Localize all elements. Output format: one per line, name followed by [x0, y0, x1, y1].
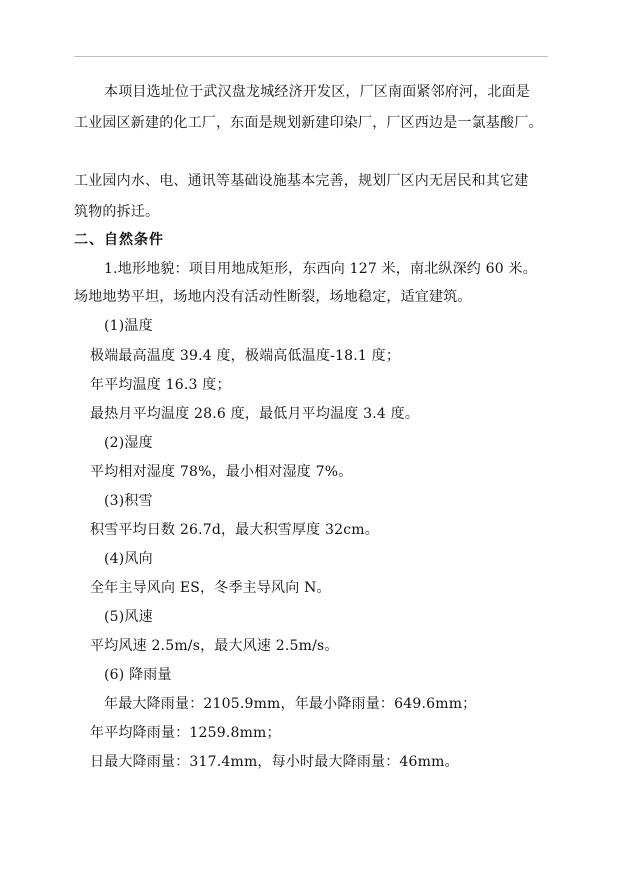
temperature-line: 年平均温度 16.3 度；	[90, 377, 231, 393]
section-heading: 二、自然条件	[74, 232, 164, 248]
temperature-line: 极端最高温度 39.4 度，极端高低温度-18.1 度；	[90, 348, 401, 364]
rainfall-line: 年最大降雨量：2105.9mm，年最小降雨量：649.6mm；	[104, 696, 477, 712]
temperature-line: 最热月平均温度 28.6 度，最低月平均温度 3.4 度。	[90, 406, 420, 422]
wind-direction-line: 全年主导风向 ES，冬季主导风向 N。	[90, 580, 331, 596]
rainfall-line: 日最大降雨量：317.4mm，每小时最大降雨量：46mm。	[90, 754, 459, 770]
humidity-line: 平均相对湿度 78%，最小相对湿度 7%。	[90, 464, 353, 480]
paragraph-line: 工业园内水、电、通讯等基础设施基本完善，规划厂区内无居民和其它建	[74, 173, 529, 189]
humidity-heading: (2)湿度	[104, 435, 153, 451]
rainfall-line: 年平均降雨量：1259.8mm；	[90, 725, 281, 741]
wind-speed-line: 平均风速 2.5m/s，最大风速 2.5m/s。	[90, 638, 339, 654]
paragraph-line: 本项目选址位于武汉盘龙城经济开发区，厂区南面紧邻府河，北面是	[104, 84, 530, 100]
paragraph-line: 筑物的拆迁。	[74, 204, 160, 220]
temperature-heading: (1)温度	[104, 318, 153, 334]
paragraph-line: 工业园区新建的化工厂，东面是规划新建印染厂，厂区西边是一氯基酸厂。	[74, 115, 543, 131]
wind-direction-heading: (4)风向	[104, 551, 153, 567]
terrain-line: 场地地势平坦，场地内没有活动性断裂，场地稳定，适宜建筑。	[74, 289, 472, 305]
terrain-line: 1.地形地貌：项目用地成矩形，东西向 127 米，南北纵深约 60 米。	[104, 261, 537, 277]
rainfall-heading: (6) 降雨量	[104, 667, 172, 683]
wind-speed-heading: (5)风速	[104, 609, 153, 625]
snow-heading: (3)积雪	[104, 493, 153, 509]
header-rule	[74, 56, 548, 57]
snow-line: 积雪平均日数 26.7d，最大积雪厚度 32cm。	[90, 522, 379, 538]
